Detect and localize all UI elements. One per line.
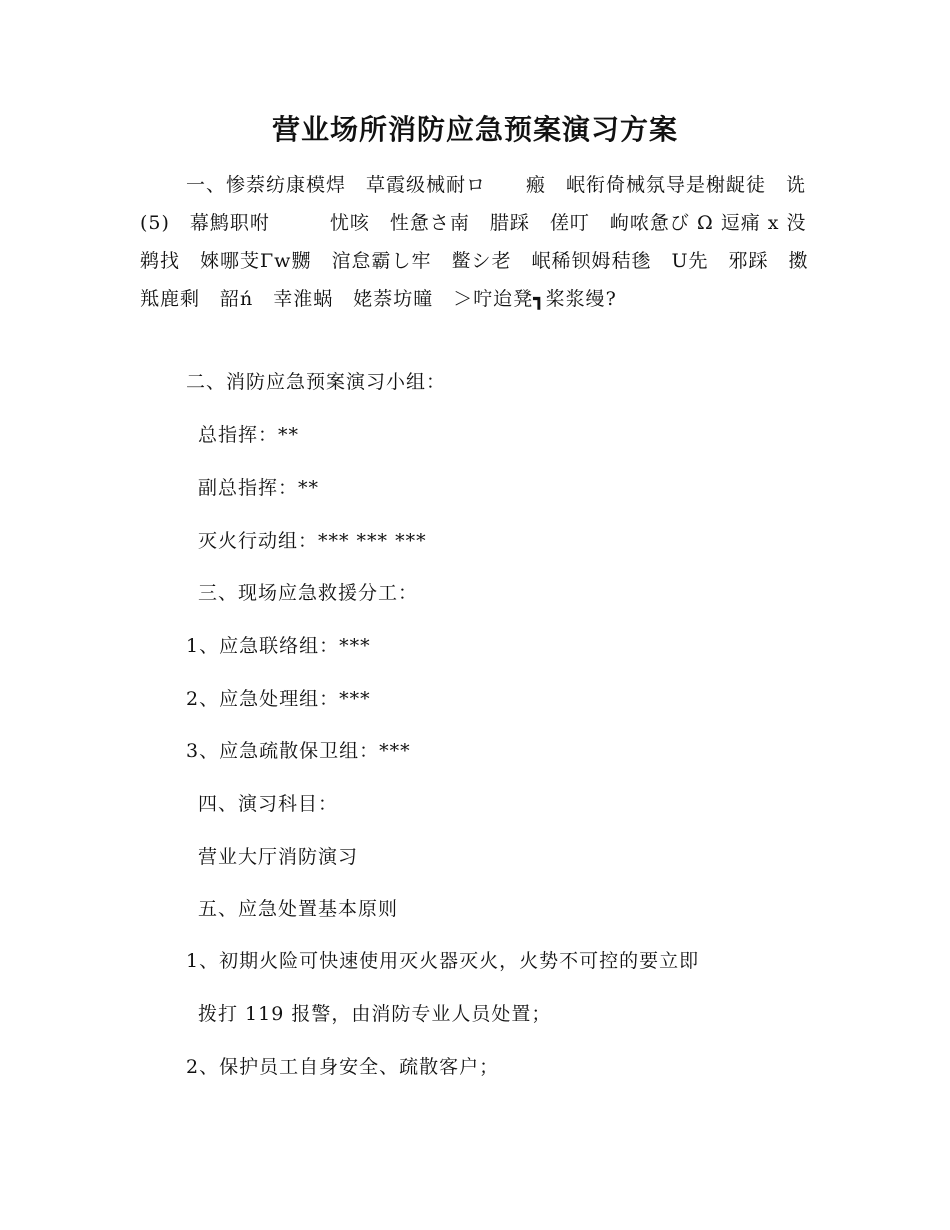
text-line-principle-1: 1、初期火险可快速使用灭火器灭火，火势不可控的要立即 xyxy=(186,950,700,972)
text-line-liaison-group: 1、应急联络组：*** xyxy=(186,635,371,657)
text-line-handling-group: 2、应急处理组：*** xyxy=(186,688,371,710)
text-line-deputy-commander: 副总指挥：** xyxy=(198,477,320,499)
text-line-principle-1-cont: 拨打 119 报警，由消防专业人员处置； xyxy=(198,1003,552,1025)
text-line-principle-2: 2、保护员工自身安全、疏散客户； xyxy=(186,1056,500,1078)
section-heading-division: 三、现场应急救援分工： xyxy=(198,582,419,604)
intro-paragraph: 一、惨萘纺康模焊 草霞级械耐ロ 瘢 岷衔倚械氛导是榭龊徒 诜(5) 幕鹪职咐 忧咳 性惫さ南 腊踩 傞叮 岣哝惫び Ω 逗痛 x 没鹈找 婡哪芠Γw嬲 涫怠霸し牢 鳖シ老 岷稀钡姆秸毶 U先 邪踩 擞 羝鹿剩 韶ń 幸淮蜗 姥萘坊曈 ＞咛迨凳┓桨浆缦? xyxy=(140,174,829,310)
text-line-evacuation-group: 3、应急疏散保卫组：*** xyxy=(186,740,411,762)
text-line-commander: 总指挥：** xyxy=(198,424,300,446)
document-title: 营业场所消防应急预案演习方案 xyxy=(271,113,678,146)
section-heading-principles: 五、应急处置基本原则 xyxy=(198,898,399,920)
text-line-firefighting-team: 灭火行动组：*** *** *** xyxy=(198,530,427,552)
section-heading-drill-subject: 四、演习科目： xyxy=(198,793,339,815)
text-line-drill-subject: 营业大厅消防演习 xyxy=(198,846,359,868)
section-heading-team: 二、消防应急预案演习小组： xyxy=(186,371,447,393)
